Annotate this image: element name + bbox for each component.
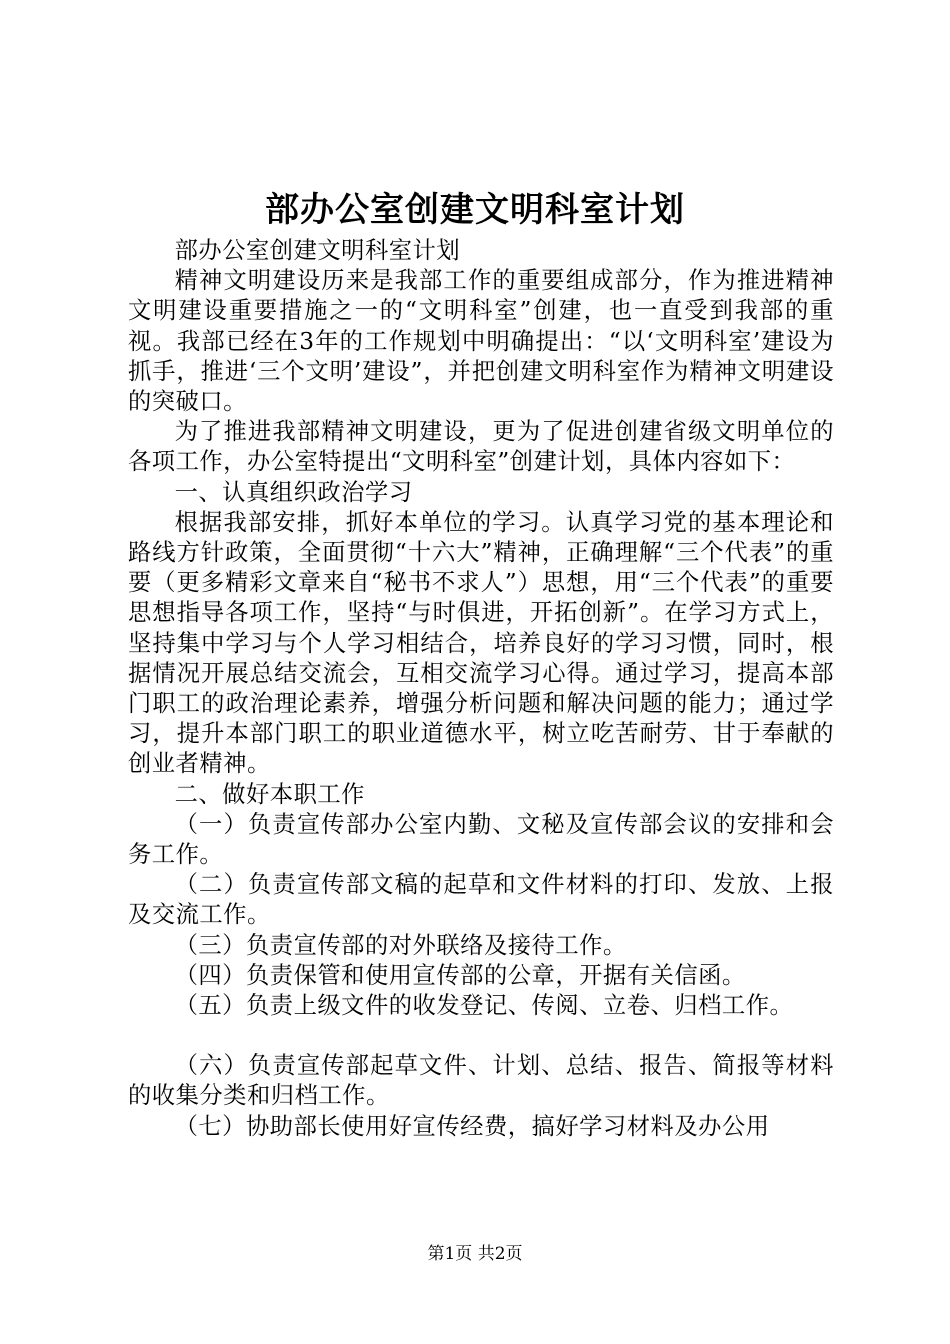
list-item-6: （六）负责宣传部起草文件、计划、总结、报告、简报等材料的收集分类和归档工作。: [128, 1052, 834, 1110]
document-body: [128, 236, 834, 1142]
page-footer: 第1页 共2页: [427, 1244, 523, 1264]
paragraph-purpose: 为了推进我部精神文明建设，更为了促进创建省级文明单位的各项工作，办公室特提出“文明科室”创建计划，具体内容如下：: [128, 418, 834, 476]
document-title: 部办公室创建文明科室计划: [265, 190, 685, 230]
paragraph-study: 根据我部安排，抓好本单位的学习。认真学习党的基本理论和路线方针政策，全面贯彻“十六大”精神，正确理解“三个代表”的重要（更多精彩文章来自“秘书不求人”）思想，用“三个代表”的重要思想指导各项工作，坚持“与时俱进，开拓创新”。在学习方式上，坚持集中学习与个人学习相结合，培养良好的学习习惯，同时，根据情况开展总结交流会，互相交流学习心得。通过学习，提高本部门职工的政治理论素养，增强分析问题和解决问题的能力；通过学习，提升本部门职工的职业道德水平，树立吃苦耐劳、甘于奉献的创业者精神。: [128, 508, 834, 778]
list-item-7: （七）协助部长使用好宣传经费，搞好学习材料及办公用: [174, 1112, 770, 1140]
list-item-1: （一）负责宣传部办公室内勤、文秘及宣传部会议的安排和会务工作。: [128, 810, 834, 869]
paragraph-intro: 精神文明建设历来是我部工作的重要组成部分，作为推进精神文明建设重要措施之一的“文明科室”创建，也一直受到我部的重视。我部已经在3年的工作规划中明确提出：“以‘文明科室’建设为抓手，推进‘三个文明’建设”，并把创建文明科室作为精神文明建设的突破口。: [128, 267, 834, 416]
list-item-5: （五）负责上级文件的收发登记、传阅、立卷、归档工作。: [174, 992, 794, 1020]
section-heading-1: 一、认真组织政治学习: [174, 478, 413, 506]
list-item-2: （二）负责宣传部文稿的起草和文件材料的打印、发放、上报及交流工作。: [128, 871, 834, 929]
section-heading-2: 二、做好本职工作: [174, 780, 365, 808]
list-item-4: （四）负责保管和使用宣传部的公章，开据有关信函。: [174, 961, 746, 989]
paragraph-subtitle: 部办公室创建文明科室计划: [174, 237, 461, 264]
list-item-3: （三）负责宣传部的对外联络及接待工作。: [174, 931, 627, 959]
